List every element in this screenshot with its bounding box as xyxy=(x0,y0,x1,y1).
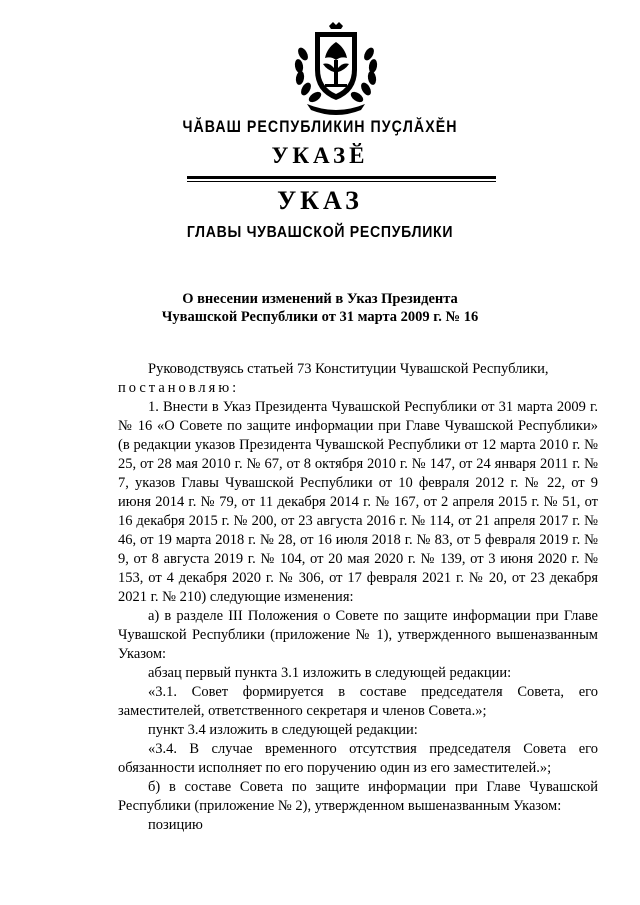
chuvash-decree-title: УКАЗӖ xyxy=(271,143,369,168)
header-divider-thick xyxy=(187,176,496,179)
para-3-4-text: «3.4. В случае временного отсутствия председателя Совета его обязанности исполняет по его поручению один из его заместителей.»; xyxy=(118,741,598,776)
item-a-paragraph: а) в разделе III Положения о Совете по защите информации при Главе Чувашской Республики (приложение № 1), утвержденного вышеназванным Указом: xyxy=(118,608,598,662)
para-3-4-intro: пункт 3.4 изложить в следующей редакции: xyxy=(148,722,418,738)
intro-paragraph: Руководствуясь статьей 73 Конституции Чувашской Республики, xyxy=(148,361,549,377)
decree-subject xyxy=(0,290,640,326)
decree-word: постановляю: xyxy=(118,380,240,396)
para-3-1-text: «3.1. Совет формируется в составе председателя Совета, его заместителей, ответственного секретаря и членов Совета.»; xyxy=(118,684,598,719)
subject-line-2: Чувашской Республики от 31 марта 2009 г. № 16 xyxy=(161,309,479,325)
issuer-title: ГЛАВЫ ЧУВАШСКОЙ РЕСПУБЛИКИ xyxy=(186,224,454,241)
header-divider-thin xyxy=(187,181,496,182)
item-1-paragraph: 1. Внести в Указ Президента Чувашской Республики от 31 марта 2009 г. № 16 «О Совете по защите информации при Главе Чувашской Республики» (в редакции указов Президента Чувашской Республики от 12 марта 2010 г. № 25, от 28 мая 2010 г. № 67, от 8 октября 2010 г. № 147, от 24 января 2011 г. № 7, указов Главы Чувашской Республики от 10 февраля 2012 г. № 22, от 9 июня 2014 г. № 79, от 11 декабря 2014 г. № 167, от 2 апреля 2015 г. № 51, от 16 декабря 2015 г. № 200, от 23 августа 2016 г. № 114, от 21 апреля 2017 г. № 46, от 19 марта 2018 г. № 28, от 16 июля 2018 г. № 83, от 5 февраля 2019 г. № 9, от 8 августа 2019 г. № 104, от 20 мая 2020 г. № 139, от 3 июня 2020 г. № 153, от 4 декабря 2020 г. № 306, от 17 февраля 2021 г. № 20, от 23 декабря 2021 г. № 210) следующие изменения: xyxy=(118,399,598,605)
item-b-paragraph: б) в составе Совета по защите информации при Главе Чувашской Республики (приложение № 2), утвержденном вышеназванным Указом: xyxy=(118,779,598,814)
chuvash-header-title: ЧӐВАШ РЕСПУБЛИКИН ПУҪЛӐХӖН xyxy=(182,118,458,136)
coat-of-arms-emblem xyxy=(289,20,383,118)
decree-body xyxy=(118,360,598,835)
para-3-1-intro: абзац первый пункта 3.1 изложить в следующей редакции: xyxy=(148,665,512,681)
position-paragraph: позицию xyxy=(148,817,203,833)
decree-title: УКАЗ xyxy=(277,186,363,215)
subject-line-1: О внесении изменений в Указ Президента xyxy=(182,291,458,307)
